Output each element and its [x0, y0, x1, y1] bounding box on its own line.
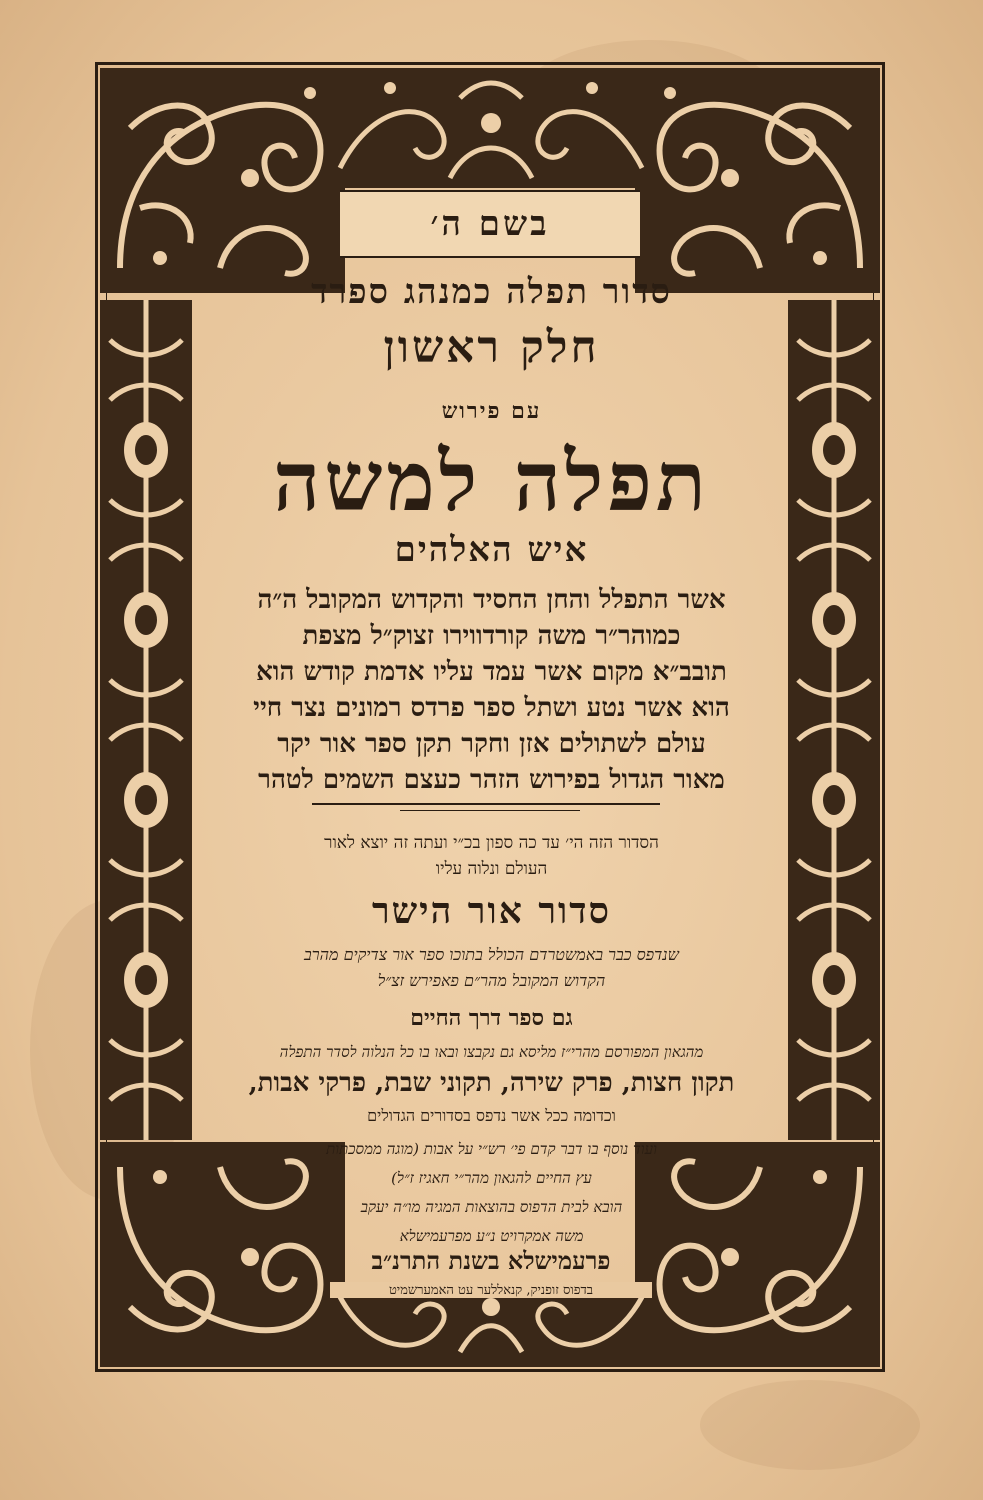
subtitle: איש האלהים: [394, 530, 589, 570]
contents-line: תקון חצות, פרק שירה, תקוני שבת, פרקי אבות,: [248, 1068, 735, 1098]
author-line: אשר התפלל והחן החסיד והקדוש המקובל ה״ה: [257, 585, 726, 615]
second-note: [195, 942, 788, 994]
author-line: עולם לשתולים אזן וחקר תקן ספר אור יקר: [277, 729, 706, 759]
siddur-line: סדור תפלה כמנהג ספרד: [311, 272, 672, 312]
with-commentary-line: עם פירוש: [441, 398, 542, 424]
addition-note-line: הובא לבית הדפוס בהוצאות המגיה מו״ה יעקב: [360, 1198, 623, 1216]
divider-rule: [400, 810, 580, 811]
derech-line: גם ספר דרך החיים: [410, 1005, 573, 1031]
derech-note: מהגאון המפורסם מהרי״ז מליסא גם נקבצו ובאו בו כל הנלוה לסדר התפלה: [279, 1043, 704, 1061]
paper-stain: [700, 1380, 920, 1470]
besem-hashem: בשם ה׳: [430, 204, 550, 244]
author-line: הוא אשר נטע ושתל ספר פרדס רמונים נצר חיי: [253, 693, 730, 723]
scroll-ornament-icon: [330, 68, 652, 188]
column-ornament-icon: [788, 300, 880, 1140]
column-ornament-icon: [100, 300, 192, 1140]
scroll-ornament-icon: [635, 68, 880, 293]
header-cartouche: [340, 190, 640, 258]
intro-note-line: העולם ונלוה עליו: [435, 859, 548, 879]
second-note-line: שנדפס כבר באמשטרדם הכולל בתוכו ספר אור צדיקים מהרב: [304, 945, 679, 964]
title-block: [195, 272, 788, 312]
contents-note: וכדומה ככל אשר נדפס בסדורים הגדולים: [367, 1106, 616, 1125]
imprint-line: פרעמישלא בשנת התרנ״ב: [371, 1246, 611, 1275]
scroll-ornament-icon: [100, 68, 345, 293]
part-line: חלק ראשון: [383, 322, 600, 373]
second-note-line: הקדוש המקובל מהר״ם פאפירש זצ״ל: [377, 971, 606, 990]
printer-line: בדפוס זופניק, קנאללער עט האמערשמיט: [388, 1283, 594, 1298]
addition-note-line: ועוד נוסף בו דבר קדם פי׳ רש״י על אבות (מוגה ממסכתות: [326, 1140, 657, 1158]
addition-note: [248, 1135, 735, 1251]
divider-rule: [312, 803, 660, 805]
intro-note-line: הסדור הזה הי׳ עד כה ספון בכ״י ועתה זה יוצא לאור: [324, 833, 659, 853]
intro-note: [195, 830, 788, 882]
author-line: כמוהר״ר משה קורדווירו זצוק״ל מצפת: [302, 621, 681, 651]
author-line: תובב״א מקום אשר עמד עליו אדמת קודש הוא: [256, 657, 727, 687]
addition-note-line: משה אמקרויט נ״ע מפרעמישלא: [399, 1227, 584, 1245]
addition-note-line: עץ החיים להגאון מהר״י חאגיז ז״ל): [391, 1169, 592, 1187]
author-line: מאור הגדול בפירוש הזהר כעצם השמים לטהר: [258, 765, 725, 795]
second-title: סדור אור הישר: [371, 890, 612, 932]
main-title: תפלה למשה: [273, 434, 710, 530]
author-paragraph: [195, 582, 788, 798]
